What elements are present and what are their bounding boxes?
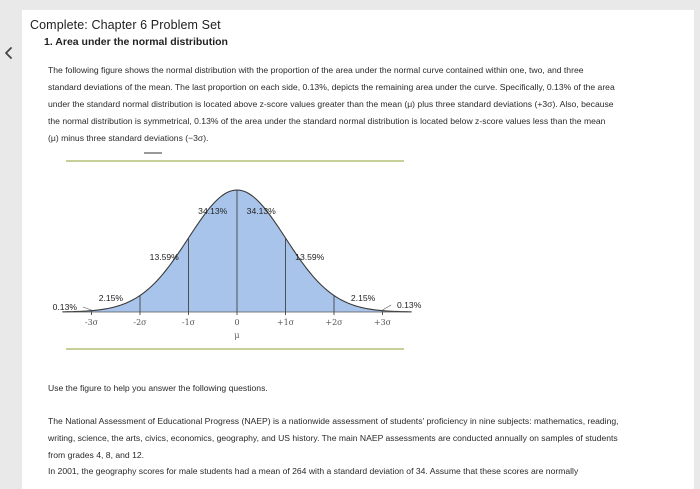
naep-line: from grades 4, 8, and 12. (48, 450, 145, 460)
x-tick-label: -1σ (181, 318, 196, 327)
naep-line: writing, science, the arts, civics, economics, geography, and US history. The main NAEP assessments are conducted annually on samples of students (48, 433, 618, 443)
x-tick-label: 0 (234, 318, 240, 327)
prompt-text: Use the figure to help you answer the following questions. (48, 383, 268, 393)
x-tick-label: +3σ (373, 318, 392, 327)
divider-dash (144, 152, 162, 154)
x-tick-label: -2σ (133, 318, 147, 327)
figure-bottom-rule (66, 348, 404, 350)
intro-line: standard deviations of the mean. The last proportion on each side, 0.13%, depicts the remaining area under the curve. Specifically, 0.13% of the area (48, 82, 615, 92)
intro-line: The following figure shows the normal distribution with the proportion of the area under the normal curve contained within one, two, and three (48, 65, 584, 75)
region-label: 2.15% (98, 293, 124, 303)
chevron-left-icon[interactable] (0, 44, 18, 62)
intro-line: the normal distribution is symmetrical, 0.13% of the area under the standard normal distribution is located below z-score values less than the mean (48, 116, 606, 126)
region-label: 0.13% (52, 302, 78, 312)
naep-paragraph (48, 413, 678, 464)
region-label: 34.13% (198, 206, 228, 216)
intro-paragraph (48, 62, 678, 147)
region-label: 13.59% (295, 252, 325, 262)
region-label: 2.15% (350, 293, 376, 303)
x-tick-label: +2σ (325, 318, 343, 327)
section-heading: 1. Area under the normal distribution (44, 36, 228, 48)
naep-line: The National Assessment of Educational Progress (NAEP) is a nationwide assessment of students' proficiency in nine subjects: mathematics, reading, (48, 416, 619, 426)
region-label: 13.59% (149, 252, 179, 262)
figure-top-rule (66, 160, 404, 162)
normal-distribution-chart (52, 180, 422, 350)
region-leader-line (383, 305, 392, 310)
region-label: 0.13% (396, 300, 422, 310)
page-title: Complete: Chapter 6 Problem Set (30, 18, 221, 32)
intro-line: (μ) minus three standard deviations (−3σ). (48, 133, 209, 143)
x-axis-label: μ (234, 331, 240, 340)
intro-line: under the standard normal distribution is located above z-score values greater than the mean (μ) plus three standard deviations (+3σ). Also, because (48, 99, 614, 109)
region-label: 34.13% (246, 206, 276, 216)
question-text: In 2001, the geography scores for male students had a mean of 264 with a standard deviation of 34. Assume that these scores are normally (48, 466, 579, 476)
problem-page (22, 10, 694, 489)
x-tick-label: -3σ (84, 318, 99, 327)
x-tick-label: +1σ (276, 318, 295, 327)
region-leader-line (83, 307, 92, 310)
